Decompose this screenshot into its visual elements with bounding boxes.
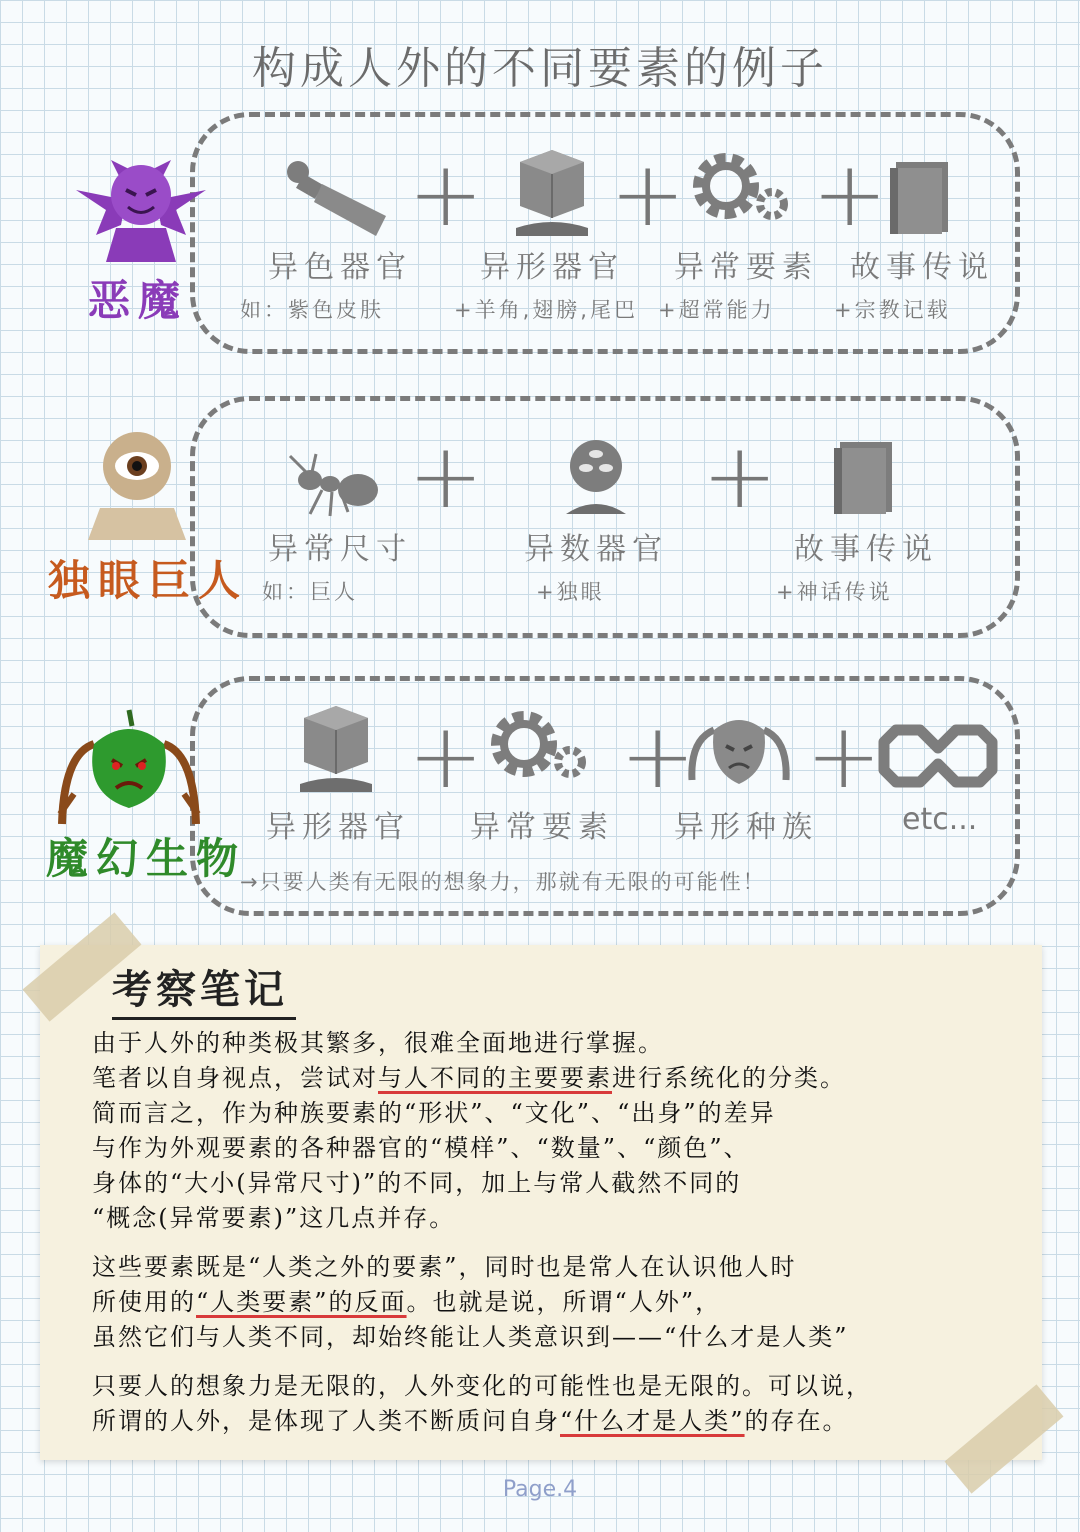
label-abnormal-shape-organ: 异形器官 bbox=[480, 250, 624, 285]
cube-pedestal-icon bbox=[296, 702, 376, 798]
three-eyed-bust-icon bbox=[560, 436, 632, 522]
line: 。也就是说，所谓“人外”， bbox=[406, 1288, 722, 1316]
sub-example-purple-skin: 如：紫色皮肤 bbox=[240, 298, 384, 322]
creature-name-cyclops: 独眼巨人 bbox=[48, 556, 249, 605]
sub-horns-wings-tail: +羊角,翅膀,尾巴 bbox=[454, 298, 638, 322]
sub-example-giant: 如：巨人 bbox=[262, 580, 358, 604]
label-abnormal-color-organ: 异色器官 bbox=[268, 250, 412, 285]
line: 进行系统化的分类。 bbox=[612, 1064, 846, 1092]
label-abnormal-element: 异常要素 bbox=[470, 810, 614, 845]
paragraph-1 bbox=[92, 1026, 992, 1236]
book-icon bbox=[830, 438, 896, 520]
paragraph-2 bbox=[92, 1250, 992, 1355]
alien-head-icon bbox=[684, 710, 794, 794]
plus-sign: + bbox=[408, 704, 484, 809]
plus-sign: + bbox=[408, 142, 484, 247]
sub-single-eye: +独眼 bbox=[536, 580, 605, 604]
line: 所谓的人外，是体现了人类不断质问自身 bbox=[92, 1407, 560, 1435]
note-title: 考察笔记 bbox=[112, 958, 296, 1020]
label-alien-race: 异形种族 bbox=[674, 810, 818, 845]
line: 由于人外的种类极其繁多，很难全面地进行掌握。 bbox=[92, 1029, 664, 1057]
line: 的存在。 bbox=[744, 1407, 849, 1435]
line: “概念(异常要素)”这几点并存。 bbox=[92, 1204, 456, 1232]
page-number: Page.4 bbox=[502, 1477, 578, 1502]
sub-myth-legend: +神话传说 bbox=[776, 580, 893, 604]
gears-icon bbox=[690, 148, 794, 232]
underlined-phrase: “人类要素”的反面 bbox=[196, 1288, 407, 1316]
underlined-phrase: “什么才是人类” bbox=[560, 1407, 745, 1435]
ant-icon bbox=[286, 450, 382, 524]
gears-icon bbox=[488, 706, 592, 790]
sub-superpowers: +超常能力 bbox=[658, 298, 775, 322]
underlined-phrase: 与人不同的主要要素 bbox=[378, 1064, 612, 1092]
paragraph-3 bbox=[92, 1369, 992, 1439]
book-icon bbox=[886, 158, 952, 240]
plus-sign: + bbox=[702, 424, 778, 529]
footer-imagination: →只要人类有无限的想象力，那就有无限的可能性！ bbox=[240, 870, 766, 894]
sub-religious-records: +宗教记载 bbox=[834, 298, 951, 322]
devil-illustration bbox=[66, 140, 216, 265]
line: 笔者以自身视点，尝试对 bbox=[92, 1064, 378, 1092]
line: 只要人的想象力是无限的，人外变化的可能性也是无限的。可以说， bbox=[92, 1372, 872, 1400]
label-story-legend: 故事传说 bbox=[850, 250, 994, 285]
infinity-icon bbox=[876, 724, 1000, 792]
line: 身体的“大小(异常尺寸)”的不同，加上与常人截然不同的 bbox=[92, 1169, 742, 1197]
label-abnormal-shape-organ: 异形器官 bbox=[266, 810, 410, 845]
creature-name-devil: 恶魔 bbox=[88, 276, 189, 325]
line: 与作为外观要素的各种器官的“模样”、“数量”、“颜色”、 bbox=[92, 1134, 750, 1162]
plus-sign: + bbox=[620, 704, 696, 809]
plus-sign: + bbox=[408, 424, 484, 529]
line: 所使用的 bbox=[92, 1288, 196, 1316]
fantasy-creature-illustration bbox=[54, 704, 204, 834]
page-title: 构成人外的不同要素的例子 bbox=[252, 43, 828, 94]
label-abnormal-size: 异常尺寸 bbox=[268, 532, 412, 567]
line: 虽然它们与人类不同，却始终能让人类意识到——“什么才是人类” bbox=[92, 1323, 849, 1351]
creature-name-fantasy: 魔幻生物 bbox=[46, 834, 247, 883]
plus-sign: + bbox=[806, 704, 882, 809]
paint-tube-icon bbox=[282, 158, 390, 242]
label-abnormal-element: 异常要素 bbox=[674, 250, 818, 285]
plus-sign: + bbox=[610, 142, 686, 247]
plus-sign: + bbox=[812, 142, 888, 247]
cyclops-illustration bbox=[82, 424, 192, 544]
label-story-legend: 故事传说 bbox=[794, 532, 938, 567]
note-body bbox=[92, 1026, 992, 1453]
line: 简而言之，作为种族要素的“形状”、“文化”、“出身”的差异 bbox=[92, 1099, 776, 1127]
cube-pedestal-icon bbox=[512, 146, 592, 242]
label-abnormal-number-organ: 异数器官 bbox=[524, 532, 668, 567]
label-etc: etc... bbox=[902, 802, 978, 837]
line: 这些要素既是“人类之外的要素”，同时也是常人在认识他人时 bbox=[92, 1253, 797, 1281]
